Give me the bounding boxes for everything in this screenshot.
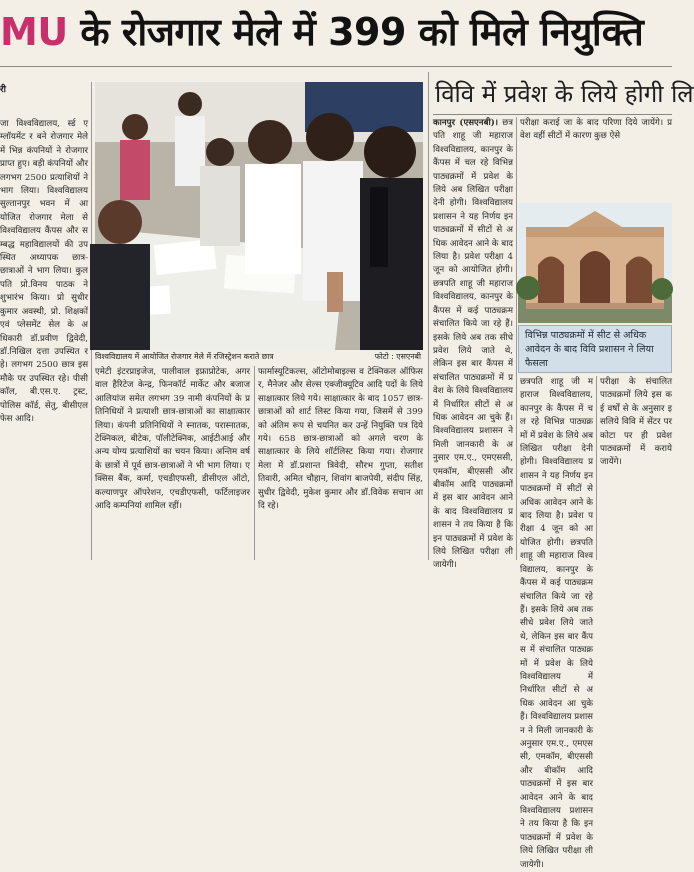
- col4-dateline: कानपुर (एसएनबी)।: [433, 118, 499, 128]
- job-fair-photo: [95, 82, 423, 350]
- section-divider: [428, 72, 429, 560]
- photo-caption-text: विश्वविद्यालय में आयोजित रोजगार मेले में रजिस्ट्रेशन कराते छात्र: [95, 352, 274, 361]
- job-fair-photo-illustration: [95, 82, 423, 350]
- photo-credit: फोटो : एसएनबी: [374, 352, 421, 361]
- article-col6: परीक्षा के संचालित पाठ्यक्रमों लिये इस कई वर्षों से के अनुसार इसलिये विवि में सेंटर पर कोटा पर ही प्रवेश पाठ्यक्रमों में कराये जायेंगे।: [600, 377, 672, 468]
- photo-caption: [95, 350, 423, 364]
- col4-divider: [516, 117, 517, 560]
- article-col2: एमेटी इंटरप्राइजेज, पालीवाल इफ्राप्रोटेक, अगरवाल हैरिटेज केन्द्र, फिनकॉर्ट मार्केट और बजाज आलियांज समेत लगभग 39 नामी कंपनियों के प्रतिनिधियों ने प्रत्याशी छात्र-छात्राओं का साक्षात्कार लिया। कंपनी प्रतिनिधियों ने स्नातक, परास्नातक, टेक्निकल, बीटेक, पॉलीटेक्निक, आईटीआई और अन्य योग्य प्रत्याशियों का चयन किया। अन्तिम वर्ष के छात्रों में पूर्व छात्र-छात्राओं ने भी भाग लिया। एक्सिस बैंक, कर्मा, एचडीएफसी, डीसीएल ऑटो, कल्याणपुर ऑपरेशन, एचडीएफसी, फर्टिलाइजर आदि कम्पनियां शामिल रहीं।: [95, 367, 250, 512]
- headline-brand: MU: [0, 10, 68, 54]
- sub-headline-rule: [433, 114, 672, 115]
- university-building-illustration: [518, 203, 672, 323]
- headline-text: के रोजगार मेले में 399 को मिले नियुक्ति: [67, 10, 644, 54]
- col1-byline: री: [0, 85, 7, 95]
- sub-headline: विवि में प्रवेश के लिये होगी लि: [435, 80, 694, 108]
- headline: [0, 0, 672, 66]
- article-col5-continued: छत्रपति शाहू जी महाराज विश्वविद्यालय, कानपुर के कैंपस में चल रहे विभिन्न पाठ्यक्रमों में प्रवेश के लिये अब लिखित परीक्षा देनी होगी। विश्वविद्यालय प्रशासन ने यह निर्णय इन पाठ्यक्रमों में सीटों से अधिक आवेदन आने के बाद लिया है। प्रवेश परीक्षा 4 जून को आयोजित होगी। छत्रपति शाहू जी महाराज विश्वविद्यालय, कानपुर के कैंपस में कई पाठ्यक्रम संचालित किये जा रहे हैं। इसके लिये अब तक सीधे प्रवेश लिये जाते थे, लेकिन इस बार कैंपस में संचालित पाठ्यक्रमों में प्रवेश के लिये विश्वविद्यालय में निर्धारित सीटों से अधिक आवेदन आ चुके हैं। विश्वविद्यालय प्रशासन ने मिली जानकारी के अनुसार एम.ए., एमएससी, एमकॉम, बीएससी और बीकॉम आदि पाठ्यक्रमों में इस बार आवेदन आने के बाद विश्वविद्यालय प्रशासन ने तय किया है कि इन पाठ्यक्रमों में प्रवेश के लिये लिखित परीक्षा ली जायेगी।: [520, 377, 593, 870]
- col2-divider: [254, 366, 255, 560]
- article-col3: फार्मास्यूटिकल्स, ऑटोमोबाइल्स व टेक्निकल ऑफिसर, मैनेजर और सेल्स एक्जीक्यूटिव आदि पदों के लिये साक्षात्कार लिये गये। साक्षात्कार के बाद 1057 छात्र-छात्राओं को शार्ट लिस्ट किया गया, जिसमें से 399 को अंतिम रूप से चयनित कर उन्हें नियुक्ति पत्र दिये गये। 658 छात्र-छात्राओं को अगले चरण के साक्षात्कार के लिये शॉर्टलिस्ट किया गया। रोजगार मेला में डॉ.प्रशान्त त्रिवेदी, सौरभ गुप्ता, सतीश तिवारी, अमित चौहान, शिवांग बाजपेयी, संदीप सिंह, सुधीर द्विवेदी, मुकेश कुमार और डॉ.विवेक सचान आदि रहे।: [258, 367, 423, 512]
- col6-divider: [596, 376, 597, 560]
- headline-rule: [0, 66, 672, 67]
- col4-text: छत्रपति शाहू जी महाराज विश्वविद्यालय, कानपुर के कैंपस में चल रहे विभिन्न पाठ्यक्रमों में प्रवेश के लिये अब लिखित परीक्षा देनी होगी। विश्वविद्यालय प्रशासन ने यह निर्णय इन पाठ्यक्रमों में सीटों से अधिक आवेदन आने के बाद लिया है। प्रवेश परीक्षा 4 जून को आयोजित होगी। छत्रपति शाहू जी महाराज विश्वविद्यालय, कानपुर के कैंपस में कई पाठ्यक्रम संचालित किये जा रहे हैं। इसके लिये अब तक सीधे प्रवेश लिये जाते थे, लेकिन इस बार कैंपस में संचालित पाठ्यक्रमों में प्रवेश के लिये विश्वविद्यालय में निर्धारित सीटों से अधिक आवेदन आ चुके हैं। विश्वविद्यालय प्रशासन ने मिली जानकारी के अनुसार एम.ए., एमएससी, एमकॉम, बीएससी और बीकॉम आदि पाठ्यक्रमों में इस बार आवेदन आने के बाद विश्वविद्यालय प्रशासन ने तय किया है कि इन पाठ्यक्रमों में प्रवेश के लिये लिखित परीक्षा ली जायेगी।: [433, 118, 514, 571]
- university-building-photo: [518, 203, 672, 323]
- highlight-box: विभिन्न पाठ्यक्रमों में सीट से अधिक आवेदन के बाद विवि प्रशासन ने लिया फैसला: [518, 325, 672, 373]
- article-col5: परीक्षा कराई जा के बाद परिणा दिये जायेंगे। प्रवेश वहीं सीटों में कारण कुछ ऐसे: [520, 118, 672, 142]
- article-col4: [433, 117, 514, 571]
- article-col1: जा विश्वविद्यालय, र्स्ड एम्लॉयमेंट र बने रोजगार मेले में भिन्न कंपनियों ने रोजगार प्राप्त हुए। बड़ी कंपनियों और लगभग 2500 प्रत्याशियों ने भाग लिया। विश्वविद्यालय सुल्तानपुर भवन में आयोजित रोजगार मेला से विश्वविद्यालय कैंपस और सम्बद्ध महाविद्यालयों की उपस्थित अध्यापक छात्र-छात्राओं ने भाग लिया। कुलपति प्रो.विनय पाठक ने शुभारंभ किया। प्रो सुधीर कुमार अवस्थी, प्रो. शिक्षकों एवं प्लेसमेंट सेल के अधिकारी डॉ.प्रवीण द्विवेदी, डॉ.निखिल दत्ता उपस्थित रहे। लगभग 2500 छात्र इस मौके पर उपस्थित रहे। पीसी कॉल, बी.एस.ए. ट्रस्ट, पोलिस कॉर्ड, सेतु, बीसीएल फेस आदि।: [0, 119, 88, 424]
